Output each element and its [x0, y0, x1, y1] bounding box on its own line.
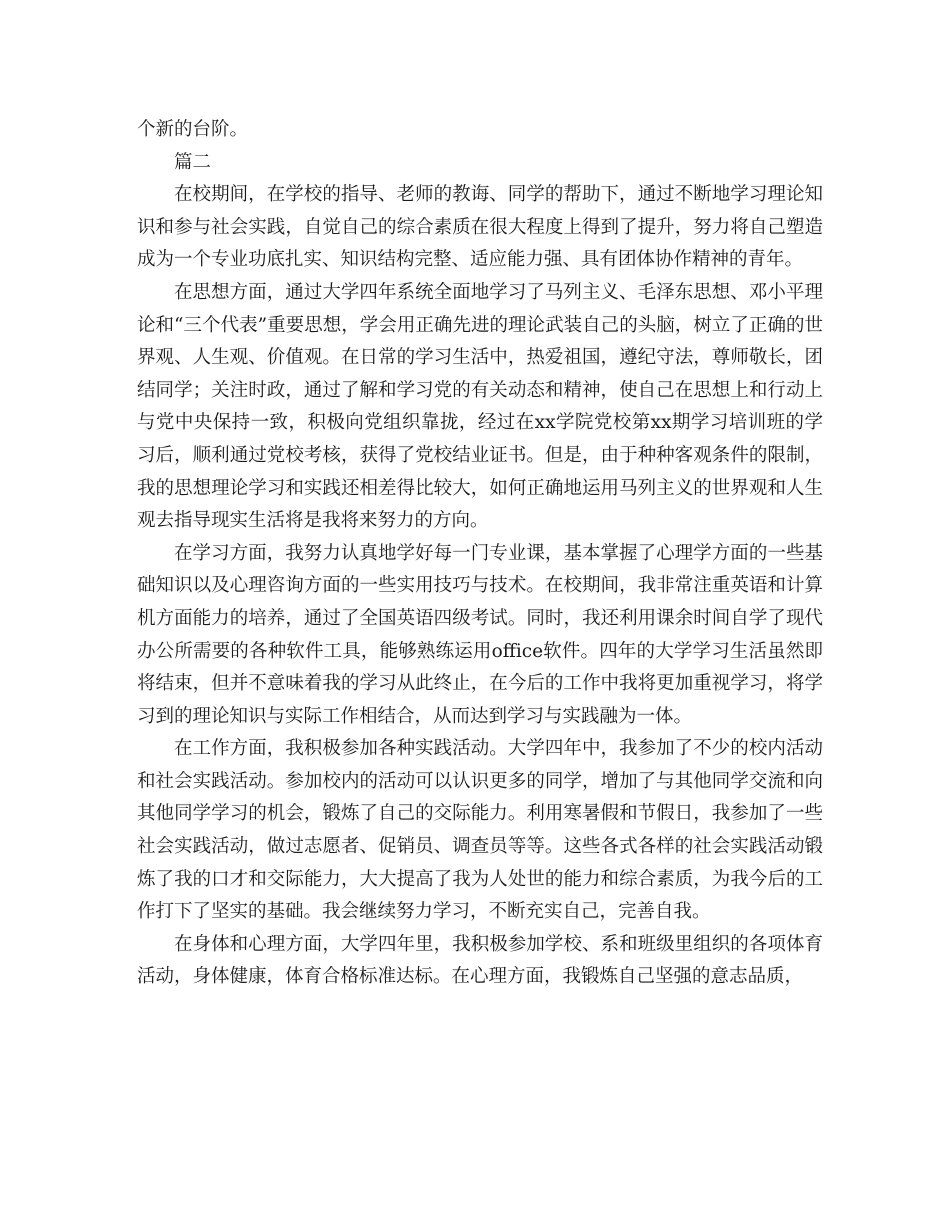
paragraph-study: 在学习方面，我努力认真地学好每一门专业课，基本掌握了心理学方面的一些基础知识以及心理咨询方面的一些实用技巧与技术。在校期间，我非常注重英语和计算机方面能力的培养，通过了全国英语四级考试。同时，我还利用课余时间自学了现代办公所需要的各种软件工具，能够熟练运用office软件。四年的大学学习生活虽然即将结束，但并不意味着我的学习从此终止，在今后的工作中我将更加重视学习，将学习到的理论知识与实际工作相结合，从而达到学习与实践融为一体。 [137, 542, 823, 727]
paragraph-health: 在身体和心理方面，大学四年里，我积极参加学校、系和班级里组织的各项体育活动，身体健康，体育合格标准达标。在心理方面，我锻炼自己坚强的意志品质， [137, 933, 823, 988]
paragraph-work: 在工作方面，我积极参加各种实践活动。大学四年中，我参加了不少的校内活动和社会实践活动。参加校内的活动可以认识更多的同学，增加了与其他同学交流和向其他同学学习的机会，锻炼了自己的交际能力。利用寒暑假和节假日，我参加了一些社会实践活动，做过志愿者、促销员、调查员等等。这些各式各样的社会实践活动锻炼了我的口才和交际能力，大大提高了我为人处世的能力和综合素质，为我今后的工作打下了坚实的基础。我会继续努力学习，不断充实自己，完善自我。 [137, 738, 823, 923]
paragraph-intro: 在校期间，在学校的指导、老师的教诲、同学的帮助下，通过不断地学习理论知识和参与社会实践，自觉自己的综合素质在很大程度上得到了提升，努力将自己塑造成为一个专业功底扎实、知识结构完整、适应能力强、具有团体协作精神的青年。 [137, 184, 823, 271]
section-heading: 篇二 [174, 151, 212, 173]
continuation-line: 个新的台阶。 [137, 119, 249, 140]
paragraph-ideology: 在思想方面，通过大学四年系统全面地学习了马列主义、毛泽东思想、邓小平理论和“三个代表”重要思想，学会用正确先进的理论武装自己的头脑，树立了正确的世界观、人生观、价值观。在日常的学习生活中，热爱祖国，遵纪守法，尊师敬长，团结同学；关注时政，通过了解和学习党的有关动态和精神，使自己在思想上和行动上与党中央保持一致，积极向党组织靠拢，经过在xx学院党校第xx期学习培训班的学习后，顺利通过党校考核，获得了党校结业证书。但是，由于种种客观条件的限制，我的思想理论学习和实践还相差得比较大，如何正确地运用马列主义的世界观和人生观去指导现实生活将是我将来努力的方向。 [137, 281, 823, 532]
document-body [137, 114, 823, 994]
